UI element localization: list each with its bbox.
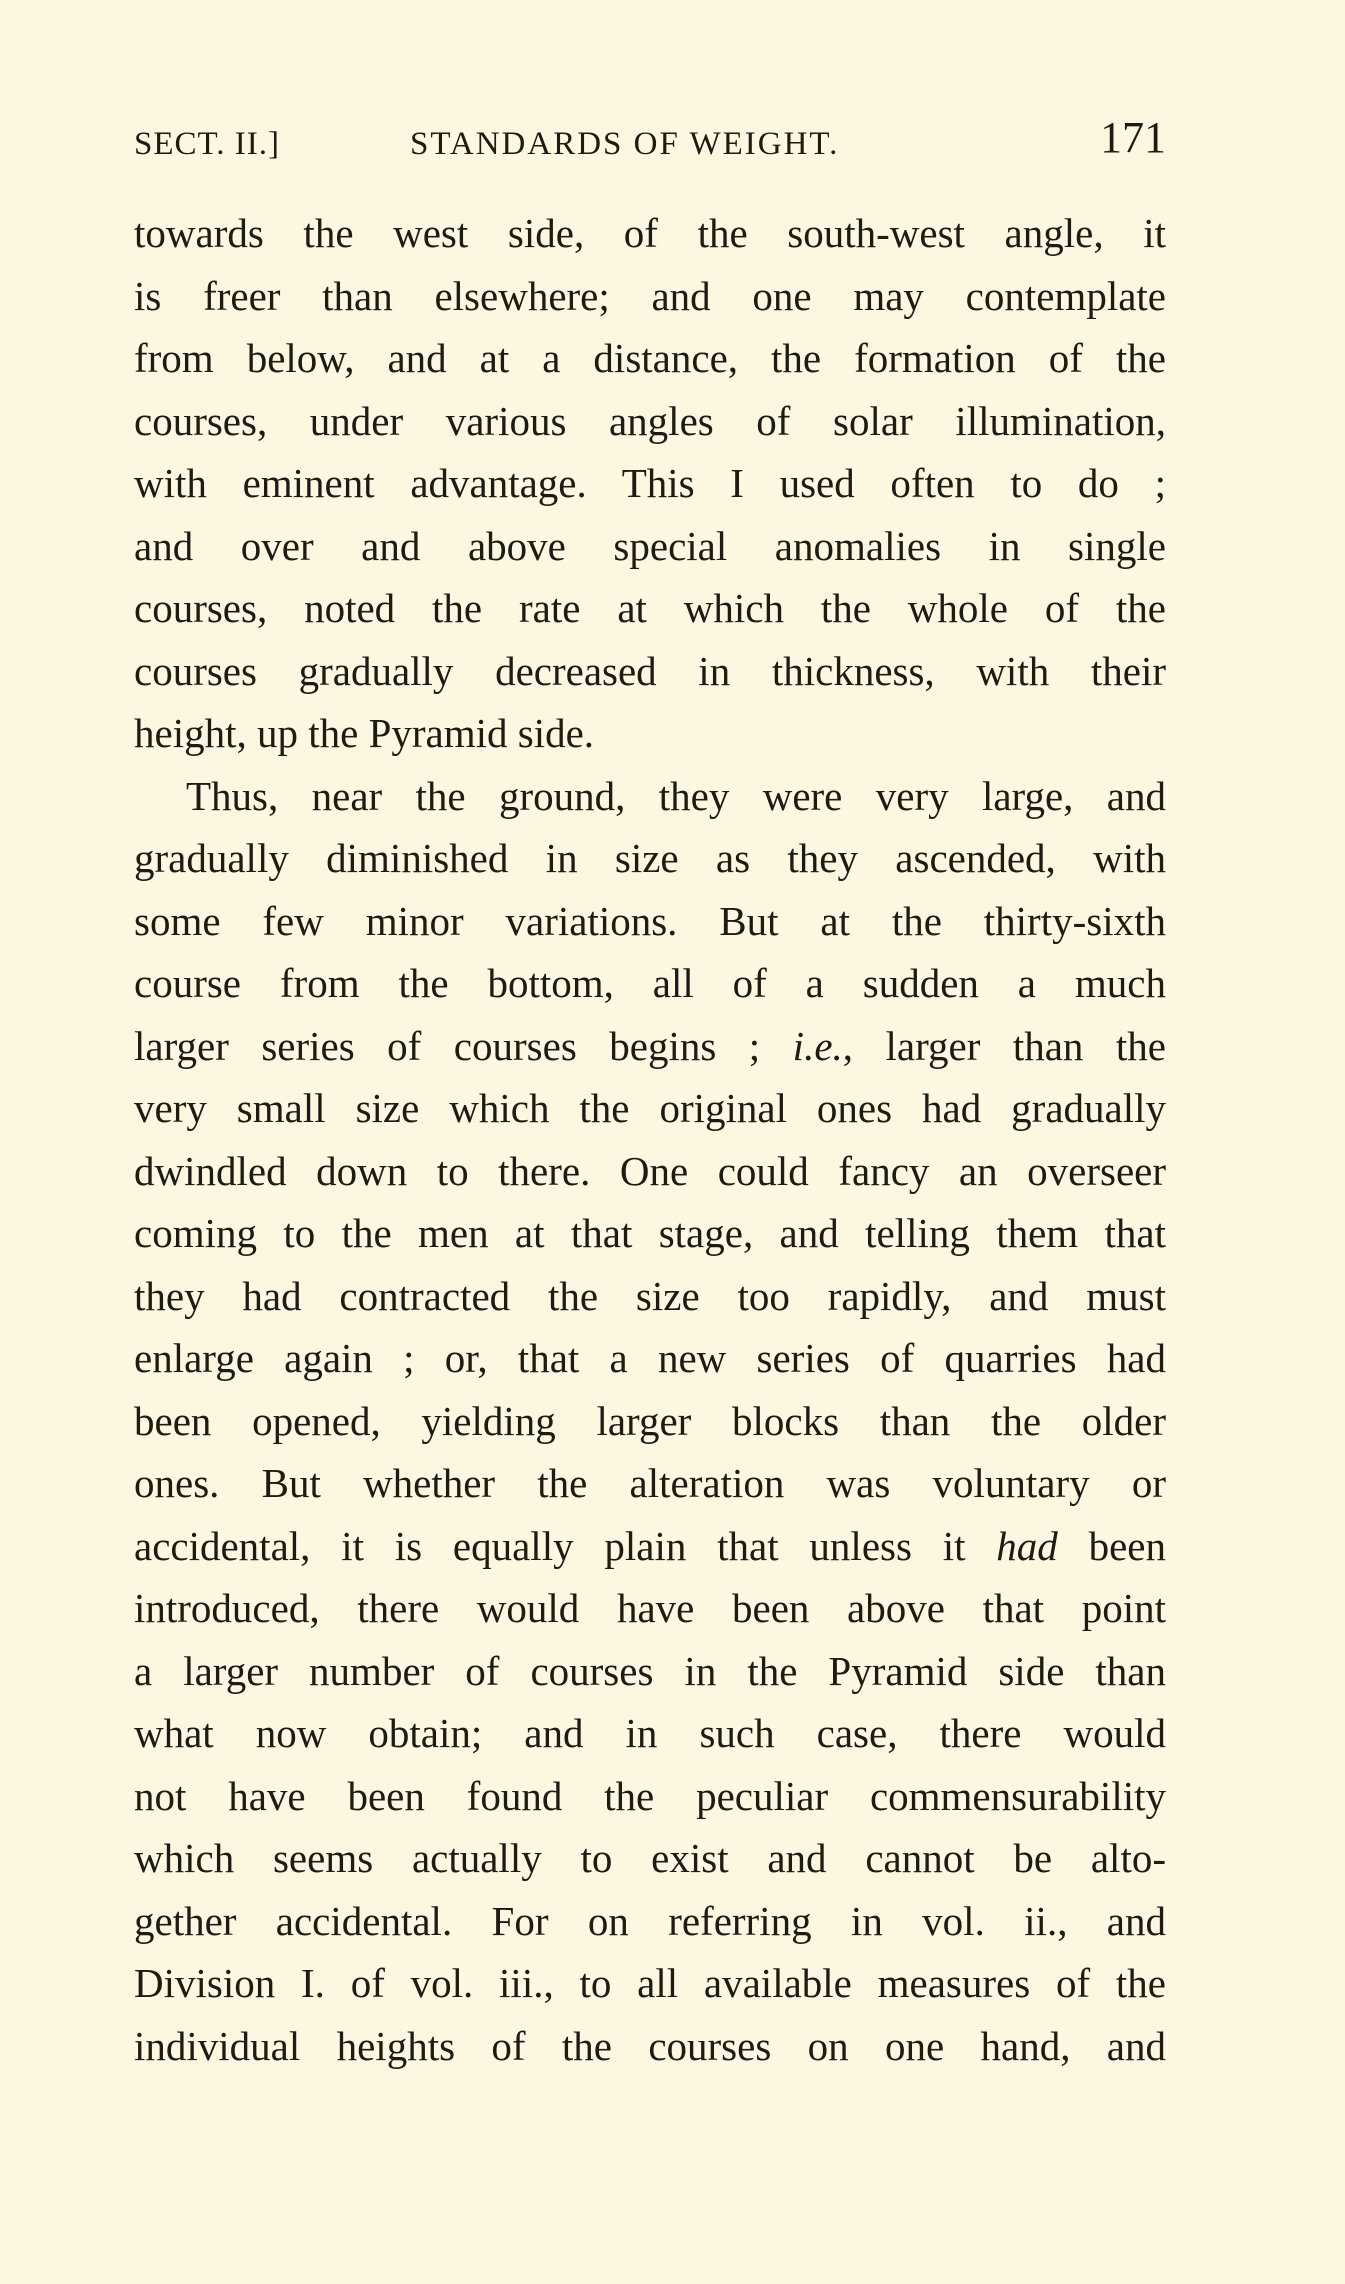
text-line: height, up the Pyramid side. [134, 710, 595, 756]
running-title: STANDARDS OF WEIGHT. [410, 126, 840, 162]
text-line: gether accidental. For on referring in vol. ii., and [134, 1897, 1166, 1944]
text-line: a larger number of courses in the Pyramid side than [134, 1647, 1166, 1694]
text-line: which seems actually to exist and cannot be alto- [134, 1835, 1166, 1881]
text-line: individual heights of the courses on one hand, and [134, 2022, 1166, 2069]
text-line: towards the west side, of the south-west angle, it [134, 210, 1166, 256]
paragraph-first-line: Thus, near the ground, they were very large, and [186, 772, 1166, 819]
text-line: larger series of courses begins ; i.e., larger than the [134, 1022, 1166, 1069]
text-line: they had contracted the size too rapidly, and must [134, 1272, 1166, 1319]
body-text [134, 202, 1166, 2077]
text-line: introduced, there would have been above that point [134, 1585, 1166, 1631]
text-line: and over and above special anomalies in single [134, 522, 1166, 569]
running-head [134, 112, 1166, 172]
text-line: accidental, it is equally plain that unless it had been [134, 1522, 1166, 1569]
text-line: been opened, yielding larger blocks than the older [134, 1397, 1166, 1444]
text-line: not have been found the peculiar commensurability [134, 1772, 1166, 1819]
text-line: gradually diminished in size as they ascended, with [134, 835, 1166, 881]
text-line: Division I. of vol. iii., to all available measures of the [134, 1960, 1166, 2006]
text-line: courses, noted the rate at which the whole of the [134, 585, 1166, 631]
text-line: coming to the men at that stage, and telling them that [134, 1210, 1166, 1256]
section-label: SECT. II.] [134, 126, 280, 162]
text-line: ones. But whether the alteration was voluntary or [134, 1460, 1166, 1506]
text-line: from below, and at a distance, the formation of the [134, 335, 1166, 381]
text-line: enlarge again ; or, that a new series of quarries had [134, 1335, 1166, 1381]
text-line: courses gradually decreased in thickness, with their [134, 647, 1166, 694]
text-line: some few minor variations. But at the thirty-sixth [134, 897, 1166, 944]
text-line: what now obtain; and in such case, there would [134, 1710, 1166, 1756]
text-line: is freer than elsewhere; and one may contemplate [134, 272, 1166, 319]
text-line: course from the bottom, all of a sudden a much [134, 960, 1166, 1006]
text-line: with eminent advantage. This I used often to do ; [134, 460, 1166, 506]
text-line: very small size which the original ones had gradually [134, 1085, 1166, 1131]
italic-text: i.e. [792, 1022, 843, 1069]
text-line: dwindled down to there. One could fancy an overseer [134, 1147, 1166, 1194]
page-number: 171 [1100, 113, 1166, 162]
text-line: courses, under various angles of solar illumination, [134, 397, 1166, 444]
italic-text: had [996, 1522, 1058, 1569]
